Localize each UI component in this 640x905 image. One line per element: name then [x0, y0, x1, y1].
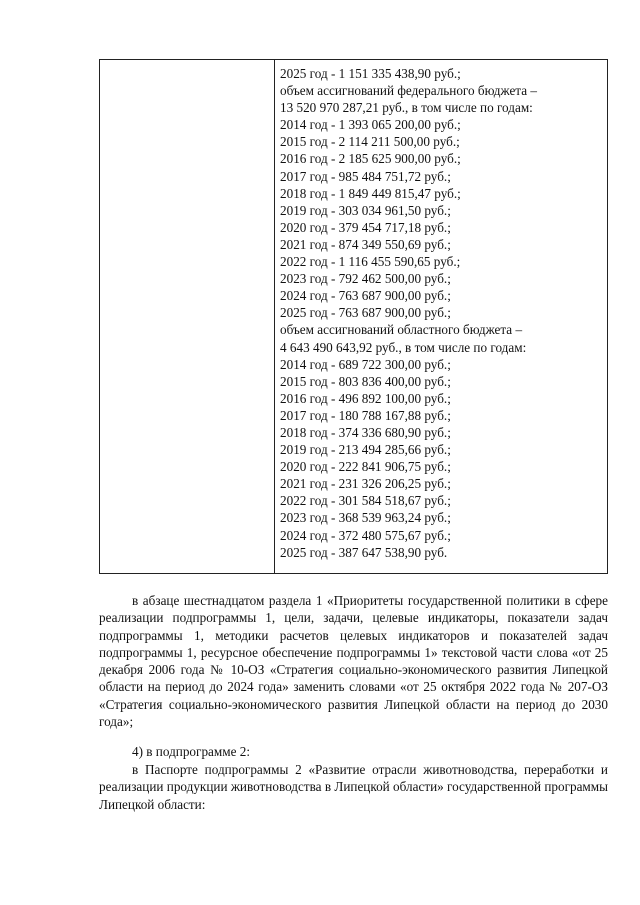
- table-line: 2019 год - 213 494 285,66 руб.;: [280, 442, 451, 458]
- table-line: 2014 год - 689 722 300,00 руб.;: [280, 356, 451, 372]
- table-line: 2016 год - 496 892 100,00 руб.;: [280, 390, 451, 406]
- table-line: 2023 год - 368 539 963,24 руб.;: [280, 510, 451, 526]
- amendment-paragraph: в абзаце шестнадцатом раздела 1 «Приоритеты государственной политики в сфере реализации подпрограммы 1, цели, задачи, целевые индикаторы, показатели задач подпрограммы 1, методики расчетов целевых индикаторов и показателей задач подпрограммы 1, ресурсное обеспечение подпрограммы 1» текстовой части слова «от 25 декабря 2006 года № 10-ОЗ «Стратегия социально-экономического развития Липецкой области на период до 2024 года» заменить словами «от 25 октября 2022 года № 207-ОЗ «Стратегия социально-экономического развития Липецкой области на период до 2030 года»;: [99, 593, 608, 730]
- table-line: 2015 год - 2 114 211 500,00 руб.;: [280, 134, 460, 150]
- table-line: 2018 год - 1 849 449 815,47 руб.;: [280, 185, 461, 201]
- table-line: 2025 год - 387 647 538,90 руб.: [280, 544, 448, 560]
- table-line: 2022 год - 1 116 455 590,65 руб.;: [280, 254, 461, 270]
- table-line: 2020 год - 379 454 717,18 руб.;: [280, 219, 451, 235]
- budget-table: [99, 59, 608, 574]
- table-line: 2017 год - 985 484 751,72 руб.;: [280, 168, 451, 184]
- table-line: 2015 год - 803 836 400,00 руб.;: [280, 373, 451, 389]
- table-line: 2021 год - 874 349 550,69 руб.;: [280, 236, 451, 252]
- table-line: 2025 год - 1 151 335 438,90 руб.;: [280, 66, 461, 81]
- table-line: 2020 год - 222 841 906,75 руб.;: [280, 459, 451, 475]
- table-line: 13 520 970 287,21 руб., в том числе по годам:: [280, 100, 533, 116]
- table-line: объем ассигнований федерального бюджета –: [280, 83, 537, 99]
- table-line: 2022 год - 301 584 518,67 руб.;: [280, 493, 451, 509]
- subprogram-heading: 4) в подпрограмме 2:: [132, 744, 250, 759]
- table-line: 2024 год - 763 687 900,00 руб.;: [280, 288, 451, 304]
- table-line: 2025 год - 763 687 900,00 руб.;: [280, 305, 451, 321]
- table-line: 2018 год - 374 336 680,90 руб.;: [280, 424, 451, 440]
- table-label-cell: [100, 60, 275, 573]
- table-line: 2019 год - 303 034 961,50 руб.;: [280, 202, 451, 218]
- table-line: 2024 год - 372 480 575,67 руб.;: [280, 527, 451, 543]
- table-line: 4 643 490 643,92 руб., в том числе по годам:: [280, 339, 527, 355]
- table-line: 2017 год - 180 788 167,88 руб.;: [280, 407, 451, 423]
- table-line: объем ассигнований областного бюджета –: [280, 322, 523, 338]
- table-line: 2023 год - 792 462 500,00 руб.;: [280, 271, 451, 287]
- table-line: 2021 год - 231 326 206,25 руб.;: [280, 476, 451, 492]
- table-value-cell: [275, 60, 607, 573]
- table-line: 2016 год - 2 185 625 900,00 руб.;: [280, 151, 461, 167]
- table-line: 2014 год - 1 393 065 200,00 руб.;: [280, 117, 461, 133]
- passport-paragraph: в Паспорте подпрограммы 2 «Развитие отрасли животноводства, переработки и реализации продукции животноводства в Липецкой области» государственной программы Липецкой области:: [99, 762, 608, 812]
